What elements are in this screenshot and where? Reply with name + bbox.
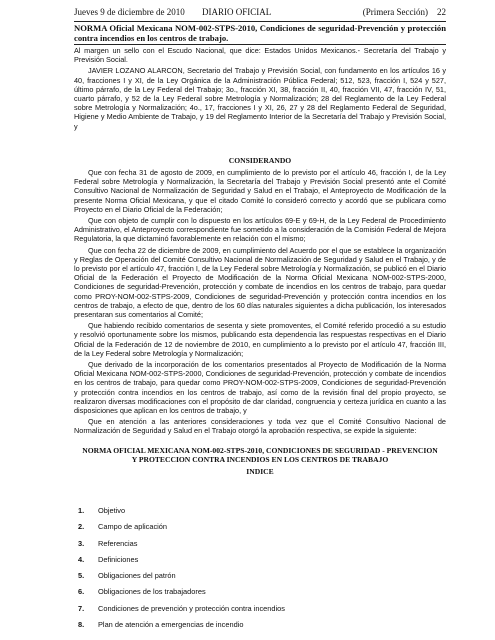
index-item-number: 2. [78, 522, 85, 532]
header-section-label: (Primera Sección) [362, 7, 428, 17]
index-item [74, 519, 446, 535]
index-item-number: 5. [78, 571, 85, 581]
index-item [74, 503, 446, 519]
index-item [74, 568, 446, 584]
title-divider [74, 44, 446, 45]
considerando-section [74, 168, 446, 438]
index-item-number: 3. [78, 538, 85, 548]
index-item-number: 6. [78, 587, 85, 597]
header-divider [74, 21, 446, 22]
index-item-label: Referencias [98, 538, 138, 548]
intro-paragraph: JAVIER LOZANO ALARCON, Secretario del Trabajo y Previsión Social, con fundamento en los artículos 16 y 40, fracciones I y XI, de la Ley Orgánica de la Administración Pública Federal; 512, 523, fracción I, 524 y 527, último párrafo, de la Ley Federal del Trabajo; 3o., fracción XI, 38, fracción II, 40, fracción VII, 47, fracción IV, 51, cuarto párrafo, y 52 de la Ley Federal sobre Metrología y Normalización; 28 del Reglamento de la Ley Federal sobre Metrología y Normalización; 4o., 17, fracciones I y XI, 26, 27 y 28 del Reglamento Federal de Seguridad, Higiene y Medio Ambiente de Trabajo, y 19 del Reglamento Interior de la Secretaría del Trabajo y Previsión Social, y [74, 66, 446, 131]
considerando-paragraph: Que habiendo recibido comentarios de sesenta y siete promoventes, el Comité referido procedió a su estudio y resolvió oportunamente sobre los mismos, publicando esta dependencia las respuestas respectivas en el Diario Oficial de la Federación de 12 de noviembre de 2010, en cumplimiento a lo previsto por el artículo 47, fracción III, de la Ley Federal sobre Metrología y Normalización; [74, 321, 446, 358]
index-item-number: 7. [78, 603, 85, 613]
index-item-label: Objetivo [98, 506, 126, 515]
index-item-label: Condiciones de prevención y protección contra incendios [98, 603, 285, 613]
index-item [74, 552, 446, 568]
considerando-heading: CONSIDERANDO [228, 156, 292, 165]
index-item-number: 4. [78, 554, 85, 564]
index-item-label: Definiciones [98, 554, 139, 564]
norma-heading [74, 446, 446, 464]
header-section [363, 7, 446, 17]
index-item [74, 536, 446, 552]
considerando-paragraph: Que con objeto de cumplir con lo dispuesto en los artículos 69-E y 69-H, de la Ley Federal de Procedimiento Administrativo, el Anteproyecto correspondiente fue sometido a la consideración de la Comisión Federal de Mejora Regulatoria, la que dictaminó favorablemente en relación con el mismo; [74, 216, 446, 244]
index-list [74, 503, 446, 633]
considerando-paragraph: Que con fecha 31 de agosto de 2009, en cumplimiento de lo previsto por el artículo 46, fracción I, de la Ley Federal sobre Metrología y Normalización, la Secretaría del Trabajo y Previsión Social presentó ante el Comité Consultivo Nacional de Normalización de Seguridad y Salud en el Trabajo, el Anteproyecto de Modificación de la presente Norma Oficial Mexicana, y que el citado Comité lo consideró correcto y acordó que se publicara como Proyecto en el Diario Oficial de la Federación; [74, 168, 446, 214]
page-header [74, 6, 446, 20]
document-title: NORMA Oficial Mexicana NOM-002-STPS-2010, Condiciones de seguridad-Prevención y protección contra incendios en los centros de trabajo. [74, 23, 446, 43]
intro-paragraph: Al margen un sello con el Escudo Nacional, que dice: Estados Unidos Mexicanos.- Secretaría del Trabajo y Previsión Social. [74, 46, 446, 65]
header-date: Jueves 9 de diciembre de 2010 [74, 7, 185, 17]
header-page-number: 22 [437, 7, 446, 17]
index-item [74, 584, 446, 600]
index-item-label: Obligaciones del patrón [98, 571, 176, 581]
considerando-paragraph: Que con fecha 22 de diciembre de 2009, en cumplimiento del Acuerdo por el que se establece la organización y Reglas de Operación del Comité Consultivo Nacional de Normalización de Seguridad y Salud en el Trabajo, y de lo previsto por el artículo 47, fracción I, de la Ley Federal sobre Metrología y Normalización, se publicó en el Diario Oficial de la Federación el Proyecto de Modificación de la Norma Oficial Mexicana NOM-002-STPS-2000, Condiciones de seguridad-Prevención, protección y combate de incendios en los centros de trabajo, para quedar como PROY-NOM-002-STPS-2009, Condiciones de seguridad-Prevención y protección contra incendios en los centros de trabajo, a efecto de que, dentro de los 60 días naturales siguientes a dicha publicación, los interesados presentaran sus comentarios al Comité; [74, 245, 446, 320]
index-item-number: 1. [78, 506, 85, 515]
index-item-label: Obligaciones de los trabajadores [98, 587, 206, 597]
considerando-paragraph: Que en atención a las anteriores consideraciones y toda vez que el Comité Consultivo Nacional de Normalización de Seguridad y Salud en el Trabajo otorgó la aprobación respectiva, se expide la siguiente: [74, 417, 446, 436]
index-item-label: Plan de atención a emergencias de incendio [98, 620, 244, 630]
considerando-paragraph: Que derivado de la incorporación de los comentarios presentados al Proyecto de Modificación de la Norma Oficial Mexicana NOM-002-STPS-2000, Condiciones de seguridad-Prevención, protección y combate de incendios en los centros de trabajo, para quedar como PROY-NOM-002-STPS-2009, Condiciones de seguridad-Prevención y protección contra incendios en los centros de trabajo, así como de la revisión final del propio proyecto, se realizaron diversas modificaciones con el propósito de dar claridad, congruencia y certeza jurídica en cuanto a las disposiciones que aplican en los centros de trabajo, y [74, 360, 446, 416]
index-item-label: Campo de aplicación [98, 522, 168, 532]
intro-section [74, 46, 446, 133]
header-publication: DIARIO OFICIAL [202, 7, 272, 17]
index-item-number: 8. [78, 620, 85, 630]
indice-heading: INDICE [246, 467, 274, 476]
norma-heading-line2: Y PROTECCION CONTRA INCENDIOS EN LOS CENTROS DE TRABAJO [131, 455, 389, 464]
index-item [74, 601, 446, 617]
norma-heading-line1: NORMA OFICIAL MEXICANA NOM-002-STPS-2010, CONDICIONES DE SEGURIDAD - PREVENCION [82, 446, 438, 455]
index-item [74, 617, 446, 633]
